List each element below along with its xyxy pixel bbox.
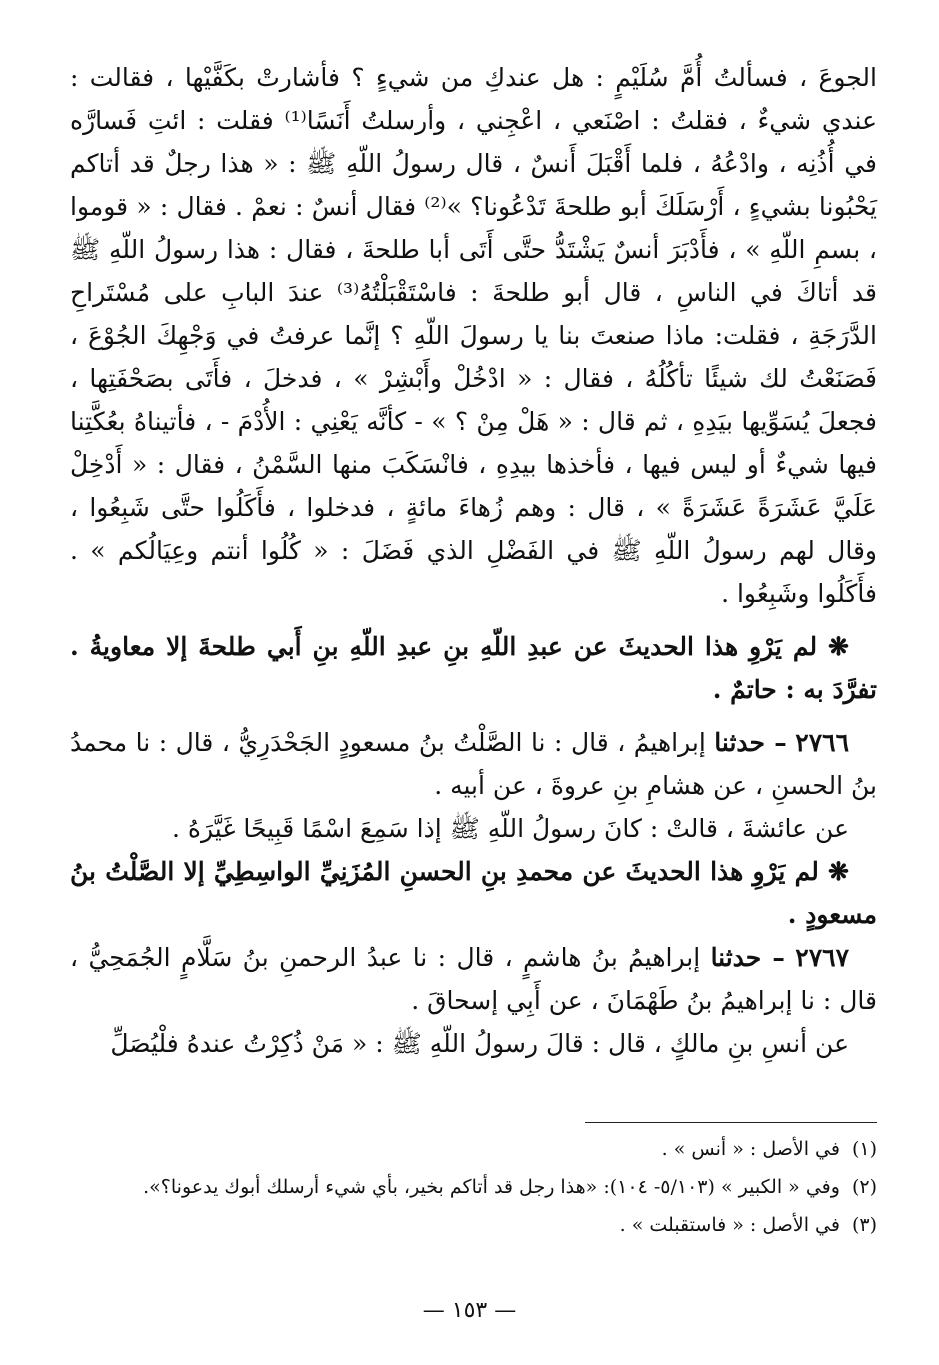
narration-note-2765: ❋ لم يَرْوِ هذا الحديثَ عن عبدِ اللّهِ بنِ عبدِ اللّهِ بنِ أَبي طلحةَ إلا معاويةُ . تفرَّدَ به : حاتمٌ . [70,632,877,704]
hadith-number: ٢٧٦٦ [795,728,849,757]
narration-note-2766: ❋ لم يَرْوِ هذا الحديثَ عن محمدِ بنِ الحسنِ المُزَنِيِّ الواسِطِيِّ إلا الصَّلْتُ بنُ مسعودٍ . [70,857,877,929]
hadith-number: ٢٧٦٧ [795,943,850,972]
hadith-2767-matn: عن أنسِ بنِ مالكٍ ، قال : قالَ رسولُ اللّهِ ﷺ : « مَنْ ذُكِرْتُ عندهُ فلْيُصَلِّ [110,1029,849,1058]
footnote-separator [585,1122,877,1123]
isnad-text: إبراهيمُ ، قال : نا الصَّلْتُ بنُ مسعودٍ الجَحْدَرِيُّ ، قال : نا محمدُ بنُ الحسنِ ، عن هشامِ بنِ عروةَ ، عن أبيه . [70,728,877,800]
hadith-intro-label: – حدثنا [710,943,785,972]
hadith-2766-chain [70,721,877,807]
hadith-2766-matn: عن عائشةَ ، قالتْ : كانَ رسولُ اللّهِ ﷺ إذا سَمِعَ اسْمًا قَبِيحًا غَيَّرَهُ . [172,814,849,843]
footnote-number: (٣) [851,1214,877,1236]
footnote-text: في الأصل : « فاستقبلت » . [619,1214,840,1236]
footnote-3 [70,1206,877,1244]
footnote-2 [70,1168,877,1206]
footnote-number: (٢) [851,1176,877,1198]
isnad-text: إبراهيمُ بنُ هاشمٍ ، قال : نا عبدُ الرحمنِ بنُ سَلَّامٍ الجُمَحِيُّ ، قال : نا إبراهيمُ بنُ طَهْمَانَ ، عن أَبِي إسحاقَ . [70,943,877,1015]
hadith-text-2765-continuation: الجوعَ ، فسألتُ أُمَّ سُلَيْمٍ : هل عندكِ من شيءٍ ؟ فأشارتْ بكَفَّيْها ، فقالت : عندي شيءٌ ، فقلتُ : اصْنَعي ، اعْجِني ، وأرسلتُ أَنَسًا⁽¹⁾ فقلت : ائتِ فَسارَّه في أُذُنِه ، وادْعُهُ ، فلما أَقْبَلَ أَنسٌ ، قال رسولُ اللّهِ ﷺ : « هذا رجلٌ قد أتاكم يَحْبُونا بشيءٍ ، أَرْسَلَكَ أبو طلحةَ تَدْعُونا؟ »⁽²⁾ فقال أنسٌ : نعمْ . فقال : « قوموا ، بسمِ اللّهِ » ، فأَدْبَرَ أنسٌ يَشْتَدُّ حتَّى أَتَى أبا طلحةَ ، فقال : هذا رسولُ اللّهِ ﷺ قد أتاكَ في الناسِ ، قال أبو طلحةَ : فاسْتَقْبَلْتُهُ⁽³⁾ عندَ البابِ على مُسْتَراحِ الدَّرَجَةِ ، فقلت: ماذا صنعتَ بنا يا رسولَ اللّهِ ؟ إنَّما عرفتُ في وَجْهِكَ الجُوْعَ ، فَصَنَعْتُ لك شيئًا تأكُلُهُ ، فقال : « ادْخُلْ وأَبْشِرْ » ، فدخلَ ، فأَتَى بصَحْفَتِها ، فجعلَ يُسَوِّيها بيَدِهِ ، ثم قال : « هَلْ مِنْ ؟ » - كأنَّه يَعْنِي : الأُدْمَ - ، فأتيناهُ بعُكَّتِنا فيها شيءٌ أو ليس فيها ، فأخذها بيدِهِ ، فانْسَكَبَ منها السَّمْنُ ، فقال : « أَدْخِلْ عَلَيَّ عَشَرَةً عَشَرَةً » ، قال : وهم زُهاءَ مائةٍ ، فدخلوا ، فأَكَلُوا حتَّى شَبِعُوا ، وقال لهم رسولُ اللّهِ ﷺ في الفَضْلِ الذي فَضَلَ : « كُلُوا أنتم وعِيَالُكم » . فأَكَلُوا وشَبِعُوا . [70,63,878,608]
page-number: — ١٥٣ — [422,1298,517,1323]
main-text [70,56,877,1065]
footnotes [70,1130,877,1244]
footnote-text: وفي « الكبير » (٥/١٠٣- ١٠٤): «هذا رجل قد أتاكم بخير، بأي شيء أرسلك أبوك يدعونا؟». [143,1176,840,1198]
footnote-text: في الأصل : « أنس » . [661,1138,840,1160]
footnote-1 [70,1130,877,1168]
hadith-2767-chain [70,936,877,1022]
hadith-intro-label: – حدثنا [714,728,787,757]
footnote-number: (١) [851,1138,877,1160]
